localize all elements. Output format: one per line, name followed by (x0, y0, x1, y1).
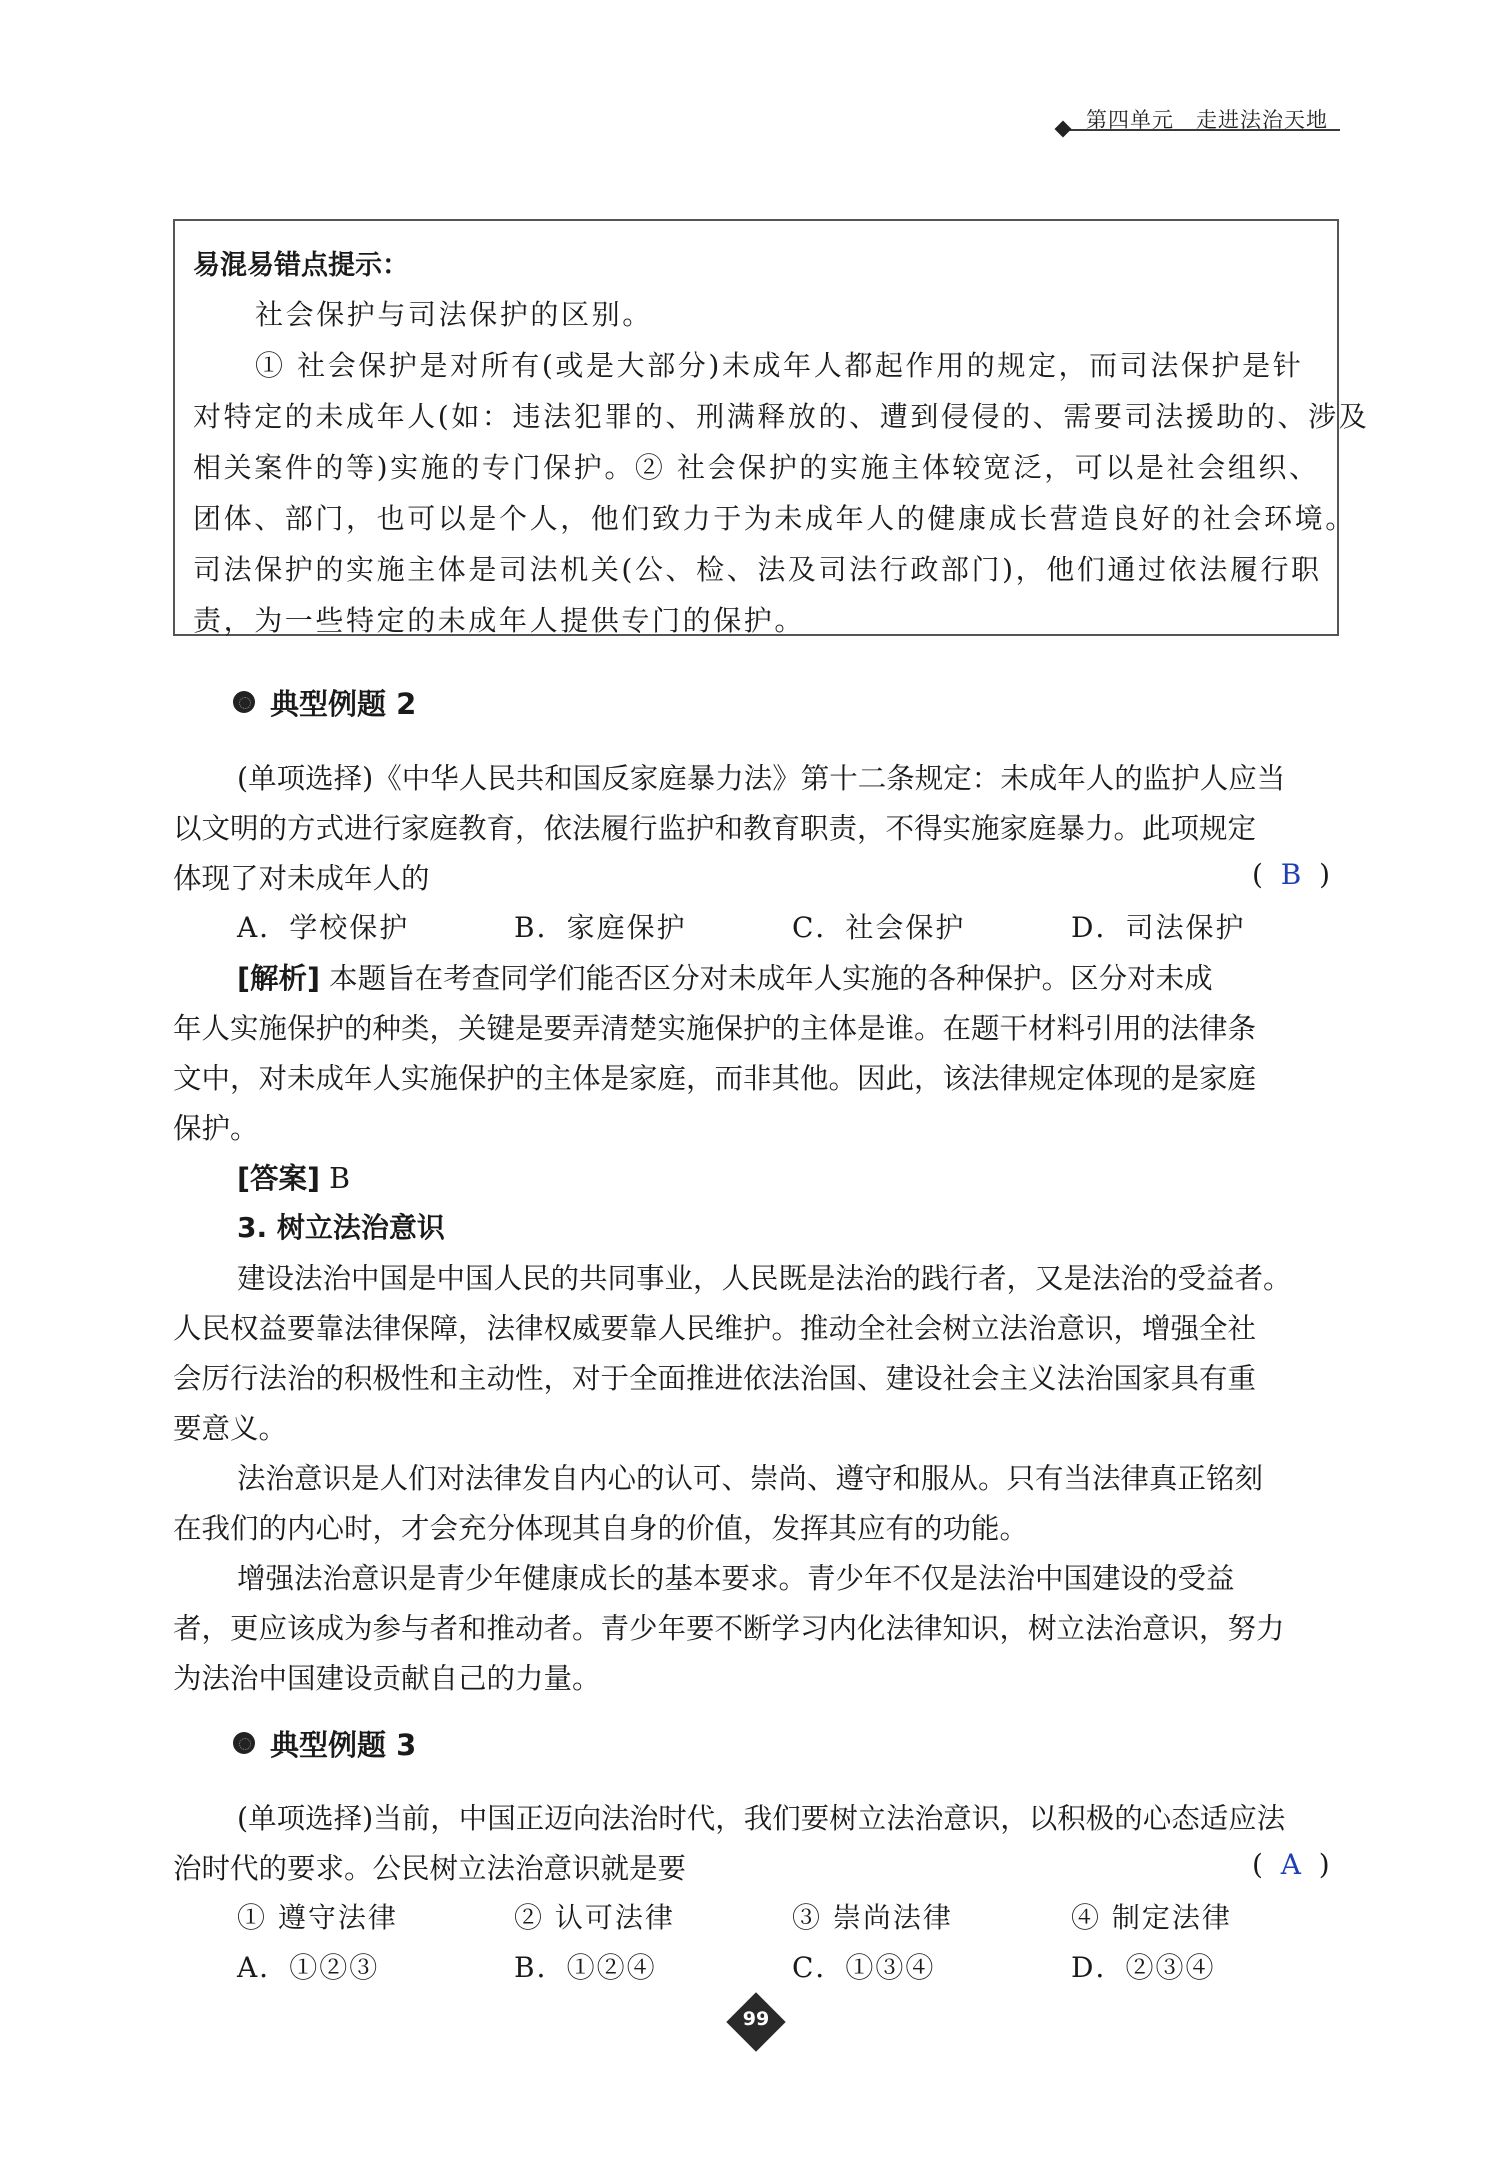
example2-question-line: (单项选择)《中华人民共和国反家庭暴力法》第十二条规定：未成年人的监护人应当 (237, 762, 1286, 795)
section3-line: 要意义。 (173, 1412, 288, 1445)
example2-option: D．司法保护 (1071, 911, 1246, 944)
example3-item: ③ 崇尚法律 (792, 1901, 953, 1934)
section3-line: 人民权益要靠法律保障，法律权威要靠人民维护。推动全社会树立法治意识，增强全社 (173, 1312, 1257, 1345)
section3-line: 建设法治中国是中国人民的共同事业，人民既是法治的践行者，又是法治的受益者。 (237, 1262, 1292, 1295)
bracket-open: ( (1252, 1848, 1263, 1881)
example2-question-line: 体现了对未成年人的 (173, 862, 430, 895)
example3-option: C．①③④ (792, 1951, 936, 1984)
example2-question-line: 以文明的方式进行家庭教育，依法履行监护和教育职责，不得实施家庭暴力。此项规定 (173, 812, 1257, 845)
analysis-label: [解析] (237, 962, 321, 995)
analysis-line: 文中，对未成年人实施保护的主体是家庭，而非其他。因此，该法律规定体现的是家庭 (173, 1062, 1257, 1095)
example3-answer-bracket (1252, 1848, 1330, 1881)
section3-line: 增强法治意识是青少年健康成长的基本要求。青少年不仅是法治中国建设的受益 (237, 1562, 1235, 1595)
example2-heading: 典型例题 2 (270, 687, 417, 721)
example3-option: D．②③④ (1071, 1951, 1216, 1984)
analysis-line: 本题旨在考查同学们能否区分对未成年人实施的各种保护。区分对未成 (329, 962, 1213, 995)
analysis-line: 年人实施保护的种类，关键是要弄清楚实施保护的主体是谁。在题干材料引用的法律条 (173, 1012, 1257, 1045)
bracket-close: ) (1318, 1848, 1330, 1881)
page-number-badge (730, 1996, 782, 2048)
tip-title: 易混易错点提示： (193, 250, 409, 281)
example2-answer-line (237, 1156, 350, 1197)
bracket-close: ) (1319, 858, 1331, 891)
tip-line: 司法保护的实施主体是司法机关(公、检、法及司法行政部门)，他们通过依法履行职 (193, 553, 1322, 586)
example2-option: A．学校保护 (237, 911, 410, 944)
example-bullet-icon (233, 1732, 255, 1754)
tip-line: 对特定的未成年人(如：违法犯罪的、刑满释放的、遭到侵侵的、需要司法援助的、涉及 (193, 400, 1370, 433)
section3-line: 会厉行法治的积极性和主动性，对于全面推进依法治国、建设社会主义法治国家具有重 (173, 1362, 1257, 1395)
section3-line: 者，更应该成为参与者和推动者。青少年要不断学习内化法律知识，树立法治意识，努力 (173, 1612, 1285, 1645)
tip-line: 相关案件的等)实施的专门保护。② 社会保护的实施主体较宽泛，可以是社会组织、 (193, 451, 1320, 484)
example3-option: A．①②③ (237, 1951, 380, 1984)
example3-answer-mark: A (1280, 1848, 1301, 1881)
section3-line: 在我们的内心时，才会充分体现其自身的价值，发挥其应有的功能。 (173, 1512, 1029, 1545)
unit-title: 第四单元 走进法治天地 (1086, 108, 1328, 132)
section3-line: 为法治中国建设贡献自己的力量。 (173, 1662, 601, 1695)
example3-question-line: (单项选择)当前，中国正迈向法治时代，我们要树立法治意识，以积极的心态适应法 (237, 1802, 1286, 1835)
tip-line: 责，为一些特定的未成年人提供专门的保护。 (193, 604, 806, 637)
example3-question-line: 治时代的要求。公民树立法治意识就是要 (173, 1852, 687, 1885)
example-bullet-icon (233, 691, 255, 713)
section3-line: 法治意识是人们对法律发自内心的认可、崇尚、遵守和服从。只有当法律真正铭刻 (237, 1462, 1264, 1495)
example2-answer-mark: B (1280, 858, 1302, 891)
page-number: 99 (742, 2008, 770, 2030)
example3-option: B．①②④ (514, 1951, 657, 1984)
example2-analysis (237, 956, 1213, 997)
example2-option: B．家庭保护 (514, 911, 687, 944)
example2-answer-bracket (1252, 858, 1330, 891)
example3-item: ② 认可法律 (514, 1901, 675, 1934)
answer-label: [答案] (237, 1162, 321, 1195)
tip-line: ① 社会保护是对所有(或是大部分)未成年人都起作用的规定，而司法保护是针 (255, 349, 1304, 382)
example3-item: ① 遵守法律 (237, 1901, 398, 1934)
tip-box (173, 219, 1370, 637)
example3-item: ④ 制定法律 (1071, 1901, 1232, 1934)
analysis-line: 保护。 (173, 1112, 259, 1145)
header-diamond-icon (1055, 121, 1072, 138)
bracket-open: ( (1252, 858, 1263, 891)
tip-line: 团体、部门，也可以是个人，他们致力于为未成年人的健康成长营造良好的社会环境。 (193, 502, 1356, 535)
tip-line: 社会保护与司法保护的区别。 (255, 298, 653, 331)
answer-value: B (329, 1162, 351, 1195)
section3-heading: 3. 树立法治意识 (237, 1211, 445, 1244)
example3-heading: 典型例题 3 (270, 1728, 417, 1762)
example2-option: C．社会保护 (792, 911, 966, 944)
